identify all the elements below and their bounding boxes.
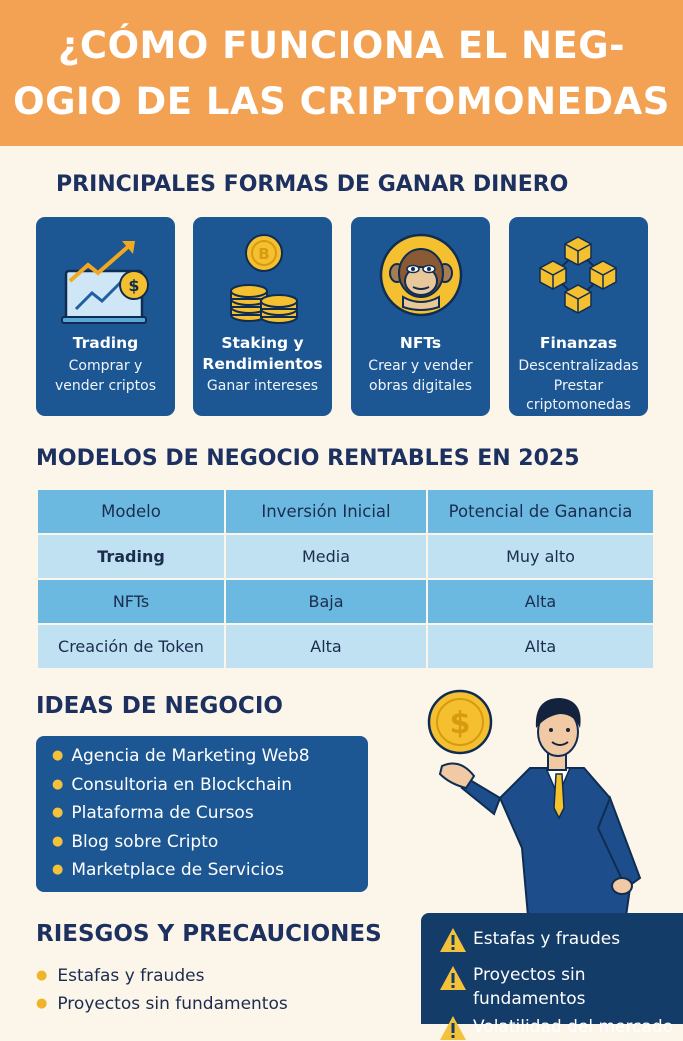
warnings-panel: [421, 913, 683, 1037]
table-header-investment: Inversión Inicial: [226, 490, 426, 533]
coin-stack-icon: [193, 233, 332, 333]
list-item-label: Marketplace de Servicios: [71, 860, 284, 880]
bullet-icon: ●: [52, 748, 64, 763]
table-cell: NFTs: [38, 580, 224, 623]
ideas-list: [36, 736, 368, 892]
card-nfts: [351, 217, 490, 416]
card-trading-desc-2: vender criptos: [54, 378, 157, 394]
table-cell: Trading: [38, 535, 224, 578]
list-item: [52, 742, 368, 771]
bullet-icon: ●: [36, 968, 48, 983]
list-item-label: Proyectos sin fundamentos: [57, 994, 288, 1014]
warning-label: Volatilidad del mercado: [473, 1017, 674, 1037]
svg-text:$: $: [128, 276, 140, 295]
warning-item: [439, 963, 586, 1011]
table-cell: Alta: [428, 625, 653, 668]
list-item-label: Consultoria en Blockchain: [71, 774, 292, 795]
table-header-row: [38, 490, 653, 533]
table-cell: Baja: [226, 580, 426, 623]
card-trading-title: Trading: [72, 334, 139, 352]
warning-item: [439, 1015, 673, 1039]
table-cell: Media: [226, 535, 426, 578]
card-nfts-title: NFTs: [399, 334, 442, 352]
list-item: [52, 856, 368, 885]
bullet-icon: ●: [52, 833, 64, 849]
list-item: [36, 962, 288, 990]
table-cell: Alta: [428, 580, 653, 623]
ideas-section-title: IDEAS DE NEGOCIO: [36, 693, 283, 719]
ape-nft-icon: [351, 233, 490, 333]
warning-label: Estafas y fraudes: [473, 929, 621, 949]
business-models-table: [36, 488, 655, 670]
table-row: [38, 580, 653, 623]
card-trading-desc-1: Comprar y: [68, 358, 143, 374]
card-defi-desc-1: Descentralizadas: [518, 358, 639, 374]
list-item: [52, 771, 368, 800]
list-item-label: Estafas y fraudes: [57, 966, 205, 986]
table-row: [38, 625, 653, 668]
bullet-icon: ●: [52, 805, 64, 820]
page-title-line-1: ¿CÓMO FUNCIONA EL NEG-: [57, 24, 626, 67]
page-title-line-2: OGIO DE LAS CRIPTOMONEDAS: [13, 80, 670, 123]
table-cell: Alta: [226, 625, 426, 668]
warning-icon: [439, 1015, 467, 1041]
card-nfts-desc-1: Crear y vender: [368, 358, 473, 374]
ways-section-title: PRINCIPALES FORMAS DE GANAR DINERO: [56, 172, 569, 197]
warning-icon: [439, 927, 467, 953]
list-item-label: Blog sobre Cripto: [71, 831, 219, 852]
trading-chart-icon: [36, 233, 175, 333]
card-defi-desc-2: Prestar: [553, 378, 604, 394]
warning-label: [473, 963, 586, 1011]
warning-item: [439, 927, 620, 951]
svg-text:B: B: [258, 245, 270, 263]
header-banner: [0, 0, 683, 146]
list-item-label: Plataforma de Cursos: [71, 803, 254, 823]
bullet-icon: ●: [36, 996, 48, 1011]
list-item: [36, 990, 288, 1018]
card-staking-title-1: Staking y: [221, 334, 304, 352]
list-item: [52, 799, 368, 828]
risks-section-title: RIESGOS Y PRECAUCIONES: [36, 921, 382, 947]
svg-text:$: $: [449, 706, 471, 741]
warning-label-line-1: Proyectos sin: [473, 965, 586, 985]
risks-list: [36, 962, 288, 1018]
table-header-model: Modelo: [38, 490, 224, 533]
table-row: [38, 535, 653, 578]
card-staking: [193, 217, 332, 416]
warning-label-line-2: fundamentos: [473, 989, 586, 1009]
list-item-label: Agencia de Marketing Web8: [71, 746, 310, 766]
table-cell: Muy alto: [428, 535, 653, 578]
warning-icon: [439, 965, 467, 991]
card-defi: [509, 217, 648, 416]
card-defi-desc-3: criptomonedas: [526, 397, 631, 413]
card-defi-title: Finanzas: [539, 334, 618, 352]
blockchain-cubes-icon: [509, 233, 648, 333]
list-item: [52, 828, 368, 857]
bullet-icon: ●: [52, 862, 64, 877]
card-trading: [36, 217, 175, 416]
card-staking-title-2: Rendimientos: [202, 355, 323, 373]
card-staking-desc: Ganar intereses: [206, 378, 319, 394]
businessman-illustration: [430, 688, 670, 916]
models-section-title: MODELOS DE NEGOCIO RENTABLES EN 2025: [36, 446, 580, 471]
table-cell: Creación de Token: [38, 625, 224, 668]
card-nfts-desc-2: obras digitales: [369, 378, 472, 394]
bullet-icon: ●: [52, 776, 64, 792]
table-header-profit: Potencial de Ganancia: [428, 490, 653, 533]
